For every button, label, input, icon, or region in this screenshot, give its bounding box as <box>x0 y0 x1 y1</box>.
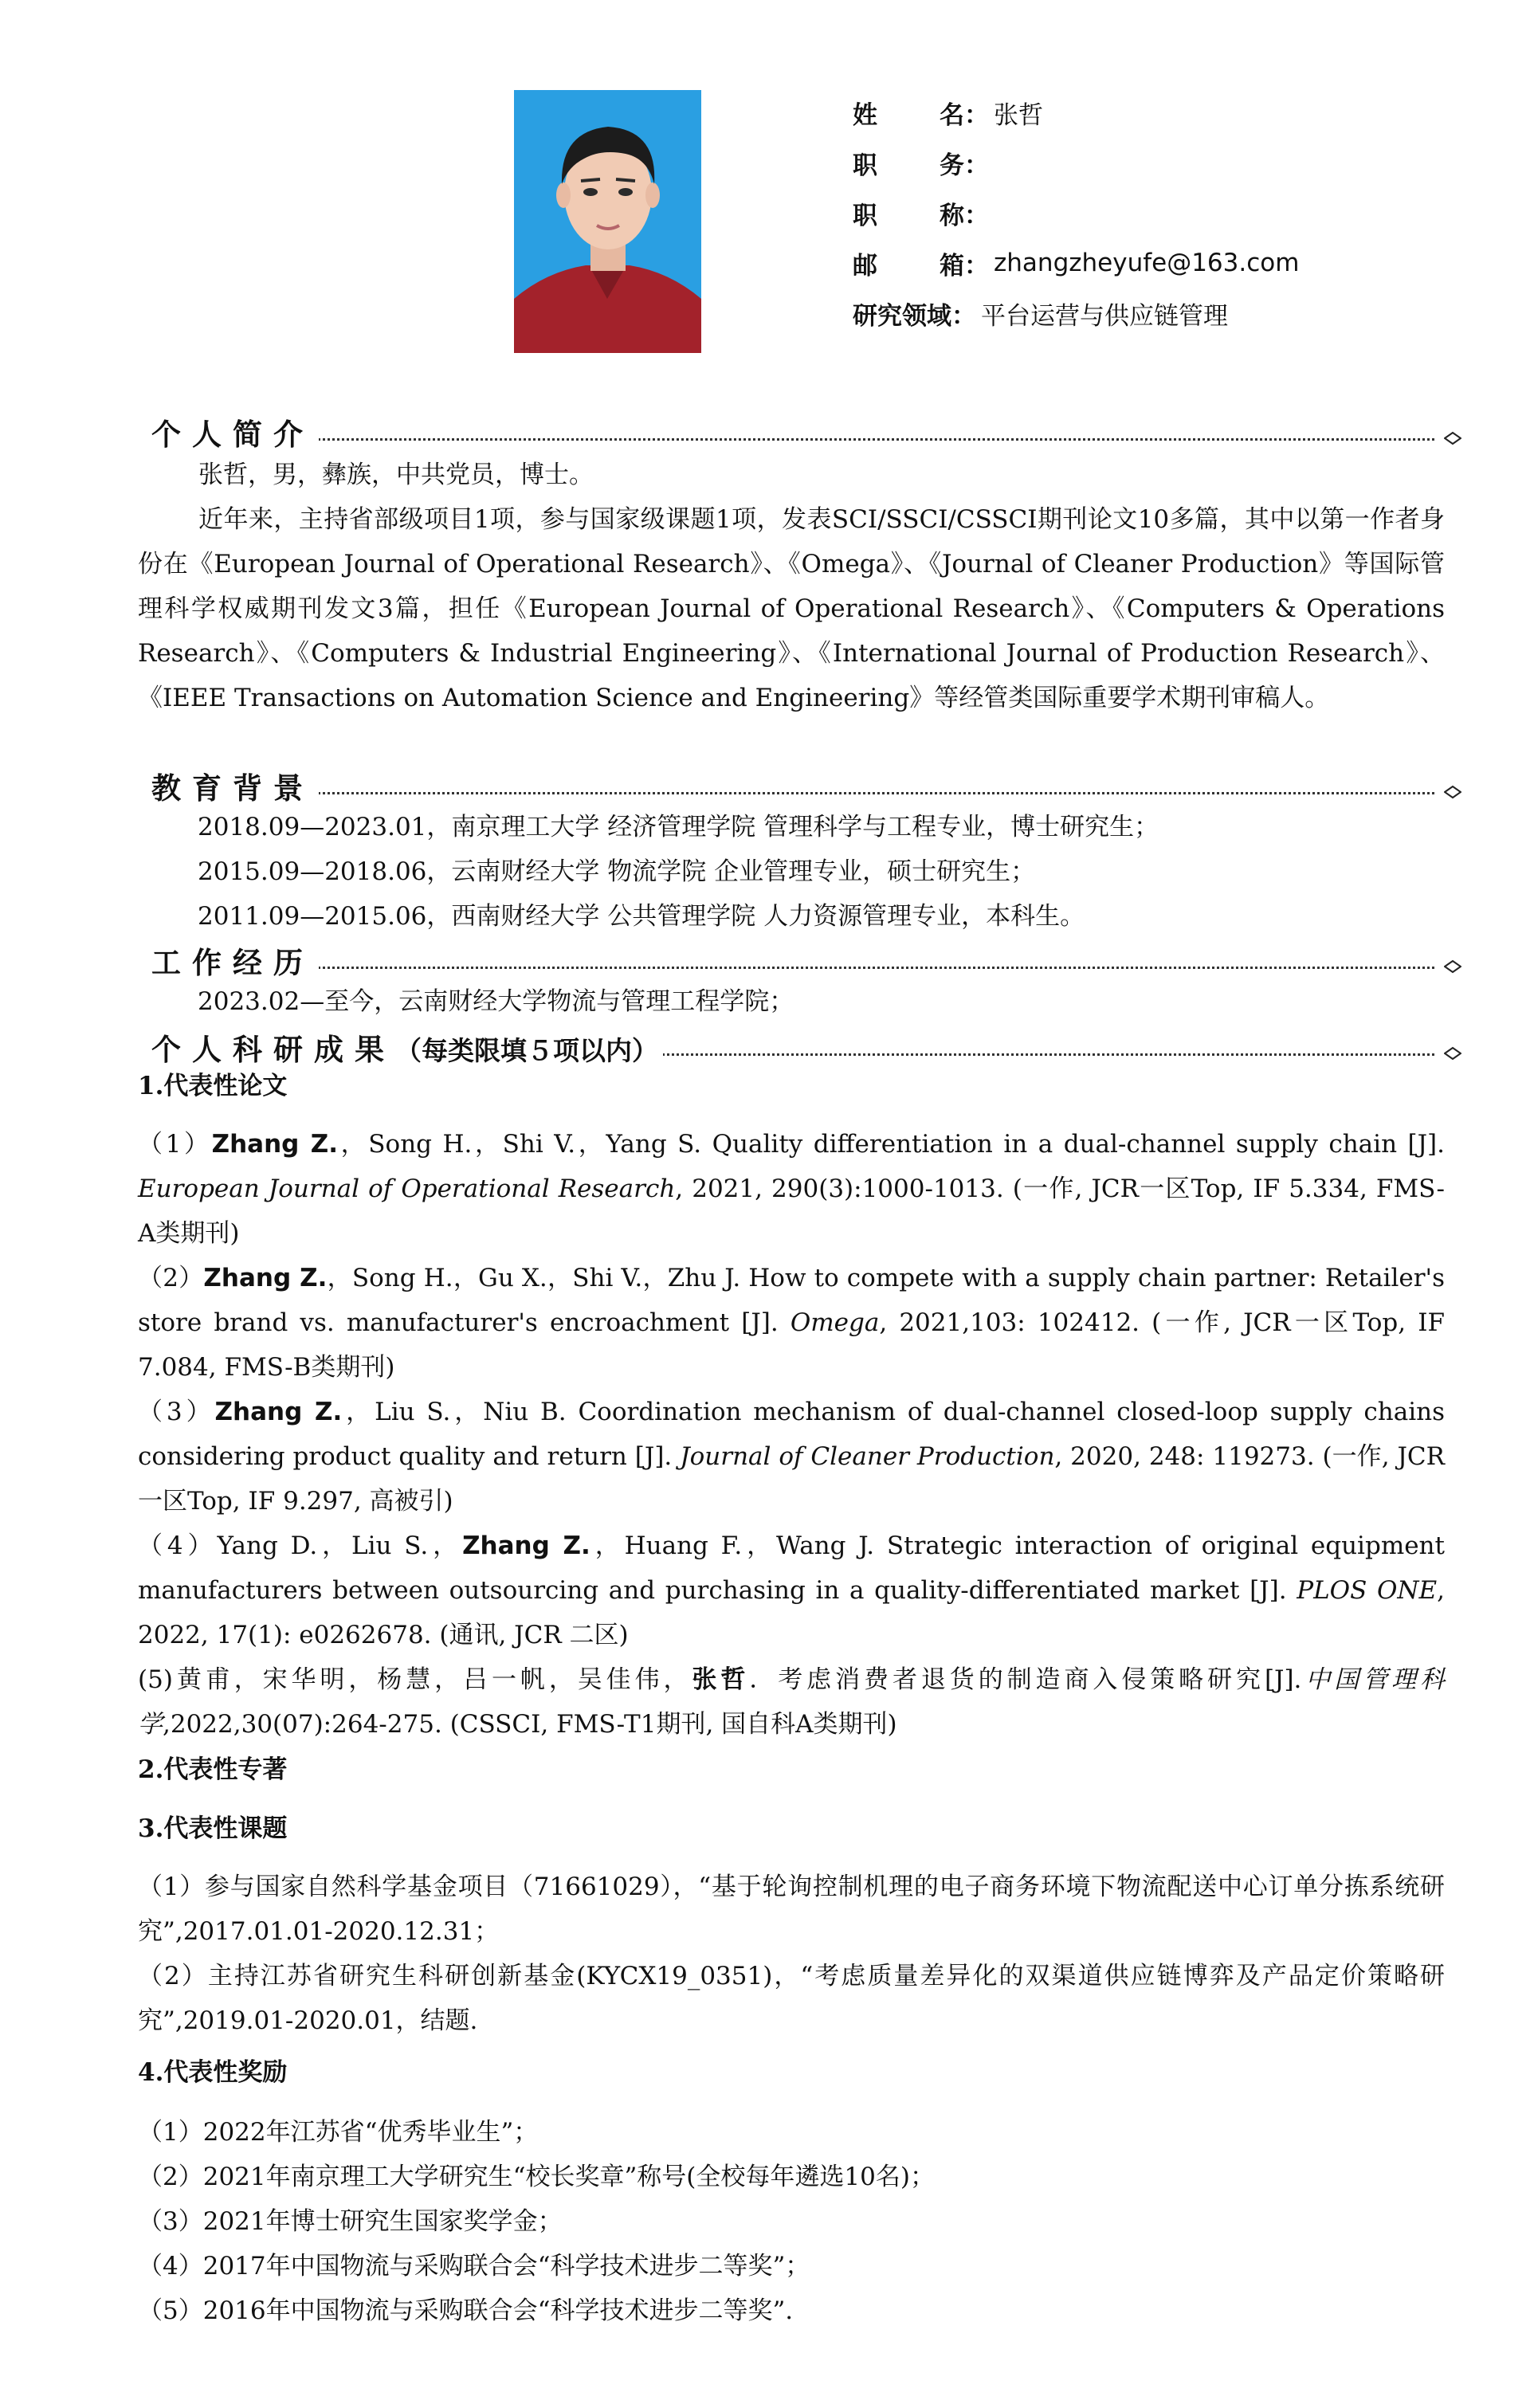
diamond-icon <box>1444 429 1461 447</box>
paper-journal: 中国管理科学 <box>138 1665 1446 1739</box>
section-header-research <box>151 1029 1474 1069</box>
section-header-education <box>151 768 1474 808</box>
education-item: 2011.09—2015.06，西南财经大学 公共管理学院 人力资源管理专业，本科生。 <box>198 902 1085 931</box>
project-item: （1）参与国家自然科学基金项目（71661029），“基于轮询控制机理的电子商务环境下物流配送中心订单分拣系统研究”,2017.01.01-2020.12.31； <box>138 1873 1445 1946</box>
paper-item: （1）Zhang Z.，Song H.，Shi V.，Yang S. Quality differentiation in a dual-channel supply chain [J]. European Journal of Operational Research, 2021, 290(3):1000-1013. (一作, JCR一区Top, IF 5.334, FMS-A类期刊) <box>138 1130 1445 1248</box>
education-item: 2018.09—2023.01，南京理工大学 经济管理学院 管理科学与工程专业，博士研究生； <box>198 813 1159 841</box>
section-title-research: 个人科研成果（每类限填５项以内） <box>151 1029 663 1071</box>
name-value: 张哲 <box>994 100 1043 130</box>
papers-heading: 1.代表性论文 <box>138 1072 288 1100</box>
paper-item: （2）Zhang Z.，Song H.，Gu X.，Shi V.，Zhu J. How to compete with a supply chain partner: Retailer's store brand vs. manufacturer's encroachment [J]. Omega, 2021,103: 102412. (一作, JCR一区Top, IF 7.084, FMS-B类期刊) <box>138 1264 1446 1382</box>
paper-author-highlight: Zhang Z. <box>462 1531 590 1560</box>
paper-journal: Journal of Cleaner Production <box>680 1442 1055 1471</box>
email-label: 邮 箱 <box>853 251 964 280</box>
info-name-row: 姓 名 ： 张哲 <box>853 92 1043 132</box>
diamond-icon <box>1444 958 1461 975</box>
intro-paragraph: 近年来，主持省部级项目1项，参与国家级课题1项，发表SCI/SSCI/CSSCI期刊论文10多篇，其中以第一作者身份在《European Journal of Operational Research》、《Omega》、《Journal of Cleaner Production》等国际管理科学权威期刊发文3篇，担任《European Journal of Operational Research》、《Computers & Operations Research》、《Computers & Industrial Engineering》、《International Journal of Production Research》、《IEEE Transactions on Automation Science and Engineering》等经管类国际重要学术期刊审稿人。 <box>138 505 1445 712</box>
name-label: 姓 名 <box>853 100 964 130</box>
award-item: （1）2022年江苏省“优秀毕业生”； <box>138 2118 539 2147</box>
paper-item: （3）Zhang Z.，Liu S.，Niu B. Coordination mechanism of dual-channel closed-loop supply chains considering product quality and return [J]. Journal of Cleaner Production, 2020, 248: 119273. (一作, JCR一区Top, IF 9.297, 高被引) <box>138 1398 1445 1516</box>
books-heading: 2.代表性专著 <box>138 1755 288 1784</box>
award-item: （4）2017年中国物流与采购联合会“科学技术进步二等奖”； <box>138 2252 810 2281</box>
paper-journal: European Journal of Operational Research <box>138 1175 676 1203</box>
award-item: （3）2021年博士研究生国家奖学金； <box>138 2207 563 2236</box>
info-email-row: 邮 箱 ： zhangzheyufe@163.com <box>853 243 1299 283</box>
paper-author-highlight: Zhang Z. <box>203 1264 328 1292</box>
info-title-row: 职 称 ： <box>853 193 994 233</box>
diamond-icon <box>1444 1045 1461 1062</box>
section-title-work: 工作经历 <box>151 943 319 982</box>
section-header-work <box>151 943 1474 982</box>
field-value: 平台运营与供应链管理 <box>981 301 1228 331</box>
paper-author-highlight: 张哲 <box>692 1665 750 1694</box>
post-label: 职 务 <box>853 151 964 180</box>
section-header-intro <box>151 414 1474 454</box>
field-label: 研究领域 <box>853 301 951 331</box>
email-value[interactable]: zhangzheyufe@163.com <box>994 249 1300 277</box>
paper-author-highlight: Zhang Z. <box>211 1130 339 1159</box>
award-item: （2）2021年南京理工大学研究生“校长奖章”称号(全校每年遴选10名)； <box>138 2163 935 2191</box>
title-label: 职 称 <box>853 201 964 230</box>
paper-item: (5)黄甫，宋华明，杨慧，吕一帆，吴佳伟，张哲．考虑消费者退货的制造商入侵策略研究[J].中国管理科学,2022,30(07):264-275. (CSSCI, FMS-T1期刊, 国自科A类期刊) <box>138 1665 1446 1739</box>
work-item: 2023.02—至今，云南财经大学物流与管理工程学院； <box>198 987 794 1016</box>
project-item: （2）主持江苏省研究生科研创新基金(KYCX19_0351)，“考虑质量差异化的双渠道供应链博弈及产品定价策略研究”,2019.01-2020.01，结题. <box>138 1962 1445 2035</box>
paper-author-highlight: Zhang Z. <box>214 1398 343 1426</box>
info-post-row: 职 务 ： <box>853 143 994 182</box>
paper-journal: PLOS ONE <box>1297 1576 1438 1605</box>
intro-line-1: 张哲，男，彝族，中共党员，博士。 <box>198 461 594 489</box>
projects-heading: 3.代表性课题 <box>138 1814 288 1843</box>
paper-journal: Omega <box>790 1308 880 1337</box>
award-item: （5）2016年中国物流与采购联合会“科学技术进步二等奖”. <box>138 2296 794 2325</box>
research-note: （每类限填５项以内） <box>395 1035 658 1066</box>
section-title-education: 教育背景 <box>151 768 319 808</box>
info-field-row: 研究领域 ： 平台运营与供应链管理 <box>853 293 1228 333</box>
diamond-icon <box>1444 783 1461 801</box>
paper-item: （4）Yang D.，Liu S.，Zhang Z.，Huang F.，Wang J. Strategic interaction of original equipment manufacturers between outsourcing and purchasing in a quality-differentiated market [J]. PLOS ONE, 2022, 17(1): e0262678. (通讯, JCR 二区) <box>138 1531 1446 1649</box>
profile-photo <box>514 90 701 353</box>
awards-heading: 4.代表性奖励 <box>138 2058 288 2087</box>
education-item: 2015.09—2018.06，云南财经大学 物流学院 企业管理专业，硕士研究生； <box>198 857 1036 886</box>
section-title-intro: 个人简介 <box>151 414 319 454</box>
